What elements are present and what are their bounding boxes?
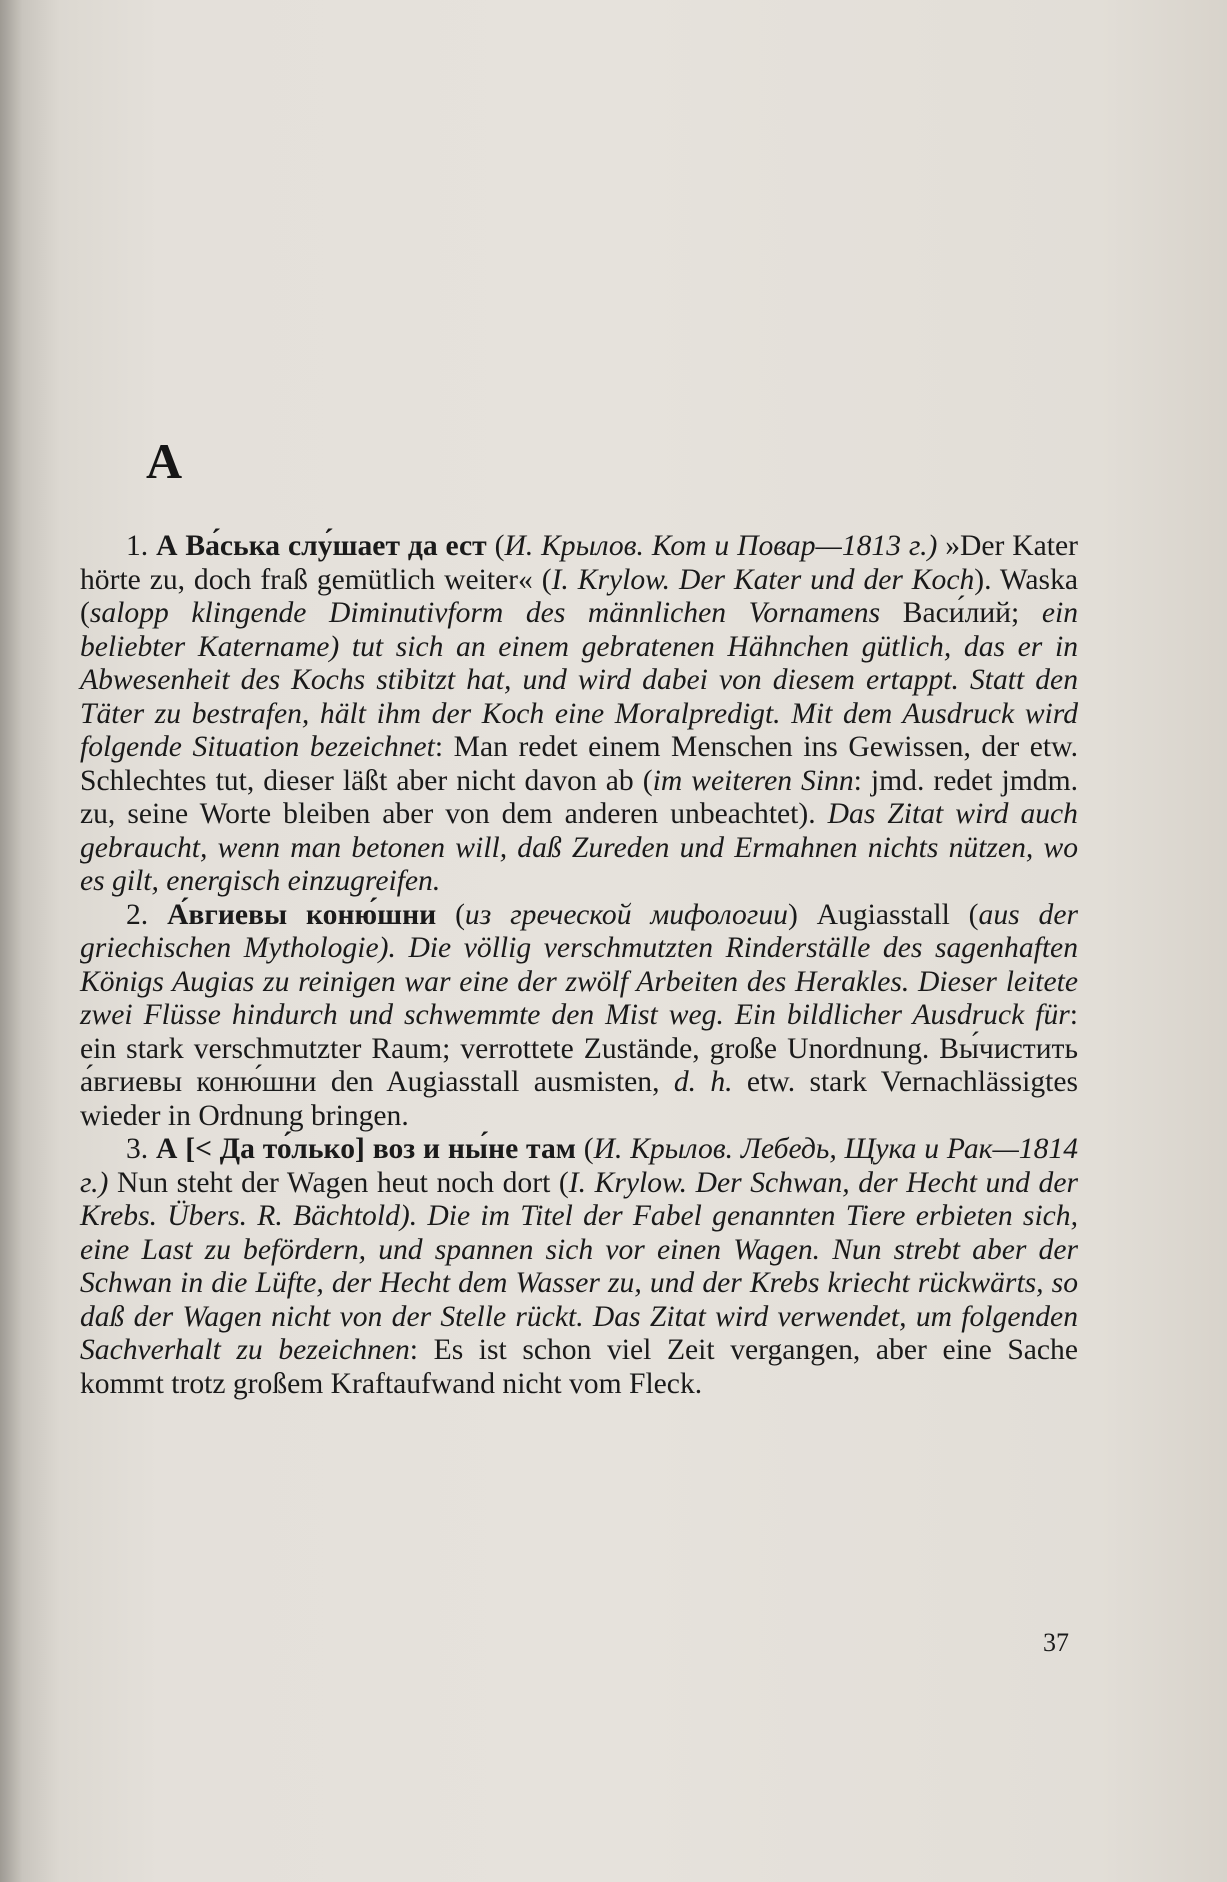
entry-abbreviation: d. h. — [673, 1066, 733, 1098]
entry-text: ). Waska ( — [80, 563, 1079, 629]
entry-note: salopp klingende Diminutivform des männlichen Vornamens — [89, 597, 881, 629]
entry-text: Васи́лий; — [880, 597, 1042, 629]
entry-explanation: ein beliebter Katername) tut sich an einem gebratenen Hähnchen gütlich, das er in Abwesenheit des Kochs stibitzt hat, und wird dabei von diesem ertappt. Statt den Täter zu bestrafen, hält ihm der Koch eine Moralpredigt. Mit dem Ausdruck wird folgende Situation bezeichnet — [80, 597, 1078, 763]
entry-origin: из греческой мифологии — [464, 898, 788, 931]
entry-text: ( — [436, 898, 465, 931]
entry-translation: ) Augiasstall ( — [787, 898, 979, 931]
entry-source-german: I. Krylow. Der Kater und der Koch — [551, 563, 975, 596]
page-number: 37 — [1043, 1628, 1069, 1657]
entry-number: 2. — [126, 898, 149, 931]
entry-headword: А [< Да то́лько] воз и ны́не там — [156, 1133, 576, 1165]
entry-3 — [80, 1133, 1078, 1401]
entry-1 — [80, 530, 1078, 899]
entry-headword: А́вгиевы коню́шни — [167, 898, 437, 931]
entry-translation: Nun steht der Wagen heut noch dort ( — [108, 1166, 569, 1199]
entry-explanation: I. Krylow. Der Schwan, der Hecht und der Krebs. Übers. R. Bächtold). Die im Titel der Fabel genannten Tiere erbieten sich, eine Last zu befördern, und spannen sich vor einen Wagen. Nun strebt aber der Schwan in die Lüfte, der Hecht dem Wasser zu, und der Krebs kriecht rückwärts, so daß der Wagen nicht von der Stelle rückt. Das Zitat wird verwendet, um folgenden Sachverhalt zu bezeichnen — [80, 1166, 1078, 1366]
dictionary-text — [80, 530, 1078, 1401]
entry-note: im weiteren Sinn — [652, 764, 854, 797]
entry-text: ( — [486, 530, 505, 562]
entry-meaning: : ein stark verschmutzter Raum; verrottete Zustände, große Unordnung. Вы́чистить а́вгиевы коню́шни den Augiasstall ausmisten, — [80, 999, 1078, 1098]
entry-headword: А Ва́ська слу́шает да ест — [156, 530, 487, 562]
entry-text: ( — [575, 1133, 594, 1165]
entry-2 — [80, 899, 1078, 1134]
entry-meaning: : jmd. redet jmdm. zu, seine Worte bleiben aber von dem anderen unbeachtet). — [80, 764, 1078, 830]
entry-usage: Das Zitat wird auch gebraucht, wenn man betonen will, daß Zureden und Ermahnen nichts nützen, wo es gilt, energisch einzugreifen. — [80, 798, 1078, 897]
entry-source: И. Крылов. Лебедь, Щука и Рак—1814 г.) — [80, 1133, 1078, 1199]
entry-translation: »Der Kater hörte zu, doch fraß gemütlich weiter« ( — [80, 530, 1078, 596]
entry-meaning: etw. stark Vernachlässigtes wieder in Ordnung bringen. — [80, 1066, 1078, 1132]
entry-number: 1. — [126, 530, 149, 562]
entry-number: 3. — [126, 1133, 149, 1165]
entry-source: И. Крылов. Кот и Повар—1813 г.) — [504, 530, 938, 562]
entry-meaning: : Man redet einem Menschen ins Gewissen, der etw. Schlechtes tut, dieser läßt aber nicht davon ab ( — [80, 731, 1078, 797]
entry-explanation: aus der griechischen Mythologie). Die völlig verschmutzten Rinderställe des sagenhaften Königs Augias zu reinigen war eine der zwölf Arbeiten des Herakles. Dieser leitete zwei Flüsse hindurch und schwemmte den Mist weg. Ein bildlicher Ausdruck für — [80, 898, 1078, 1031]
book-spine-shadow — [0, 0, 22, 1882]
section-letter: A — [146, 433, 183, 489]
entry-meaning: : Es ist schon viel Zeit vergangen, aber eine Sache kommt trotz großem Kraftaufwand nicht vom Fleck. — [80, 1334, 1078, 1400]
